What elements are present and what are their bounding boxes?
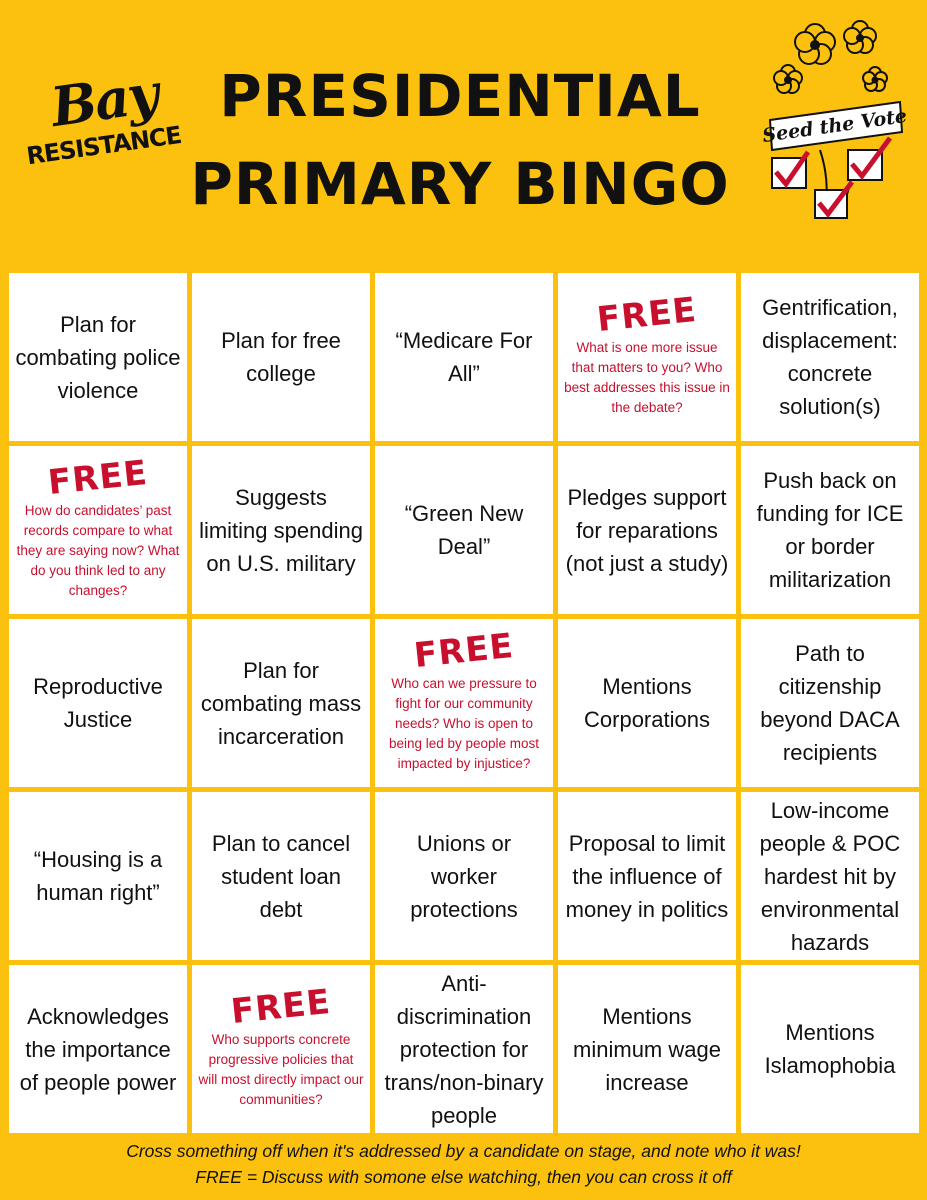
- bingo-cell[interactable]: [741, 965, 919, 1133]
- bingo-cell[interactable]: [9, 619, 187, 787]
- free-label: FREE: [412, 625, 516, 677]
- cell-text: “Housing is a human right”: [33, 847, 163, 905]
- bingo-cell[interactable]: [741, 792, 919, 960]
- cell-text: Pledges support for reparations (not just a study): [565, 484, 729, 576]
- bingo-cell[interactable]: [558, 792, 736, 960]
- bingo-cell[interactable]: [375, 965, 553, 1133]
- cell-text: Push back on funding for ICE or border militarization: [756, 468, 904, 592]
- bingo-cell[interactable]: [558, 965, 736, 1133]
- title-line-2: PRIMARY BINGO: [190, 150, 730, 218]
- bingo-cell[interactable]: [741, 446, 919, 614]
- bay-resistance-logo: [24, 60, 183, 190]
- cell-text: “Medicare For All”: [395, 328, 533, 386]
- free-label: FREE: [46, 452, 150, 504]
- cell-text: Reproductive Justice: [33, 674, 163, 732]
- bingo-grid: [9, 273, 919, 1133]
- instructions-footer: [0, 1138, 927, 1190]
- page-title: [180, 52, 740, 228]
- cell-text: Anti-discrimination protection for trans/non-binary people: [384, 970, 544, 1128]
- free-label: FREE: [595, 289, 699, 341]
- bingo-cell[interactable]: [9, 965, 187, 1133]
- cell-text: Low-income people & POC hardest hit by environmental hazards: [759, 797, 901, 955]
- cell-text: Unions or worker protections: [410, 830, 518, 922]
- cell-text: Acknowledges the importance of people power: [19, 1003, 177, 1095]
- cell-text: Mentions minimum wage increase: [573, 1003, 721, 1095]
- bingo-cell[interactable]: [192, 619, 370, 787]
- bingo-cell[interactable]: [192, 446, 370, 614]
- bingo-cell[interactable]: [375, 446, 553, 614]
- bingo-cell[interactable]: [375, 792, 553, 960]
- bingo-cell-free[interactable]: [375, 619, 553, 787]
- bingo-cell[interactable]: [192, 792, 370, 960]
- bingo-cell[interactable]: [192, 273, 370, 441]
- logo-bay-text: Bay: [47, 60, 161, 140]
- free-question: Who supports concrete progressive policies that will most directly impact our communities?: [198, 1032, 364, 1107]
- cell-text: Path to citizenship beyond DACA recipients: [760, 641, 900, 765]
- free-label: FREE: [229, 981, 333, 1033]
- free-question: How do candidates’ past records compare to what they are saying now? What do you think led to any changes?: [16, 503, 180, 598]
- cell-text: Mentions Corporations: [584, 674, 710, 732]
- logo-resistance-text: RESISTANCE: [24, 120, 183, 171]
- cell-text: Proposal to limit the influence of money in politics: [565, 830, 729, 922]
- bingo-cell[interactable]: [375, 273, 553, 441]
- cell-text: Plan to cancel student loan debt: [211, 830, 351, 922]
- footer-line-2: FREE = Discuss with somone else watching, then you can cross it off: [195, 1167, 732, 1187]
- cell-text: Plan for combating mass incarceration: [200, 657, 362, 749]
- bingo-cell[interactable]: [558, 619, 736, 787]
- bingo-cell[interactable]: [9, 273, 187, 441]
- cell-text: Gentrification, displacement: concrete solution(s): [762, 295, 898, 419]
- bingo-cell-free[interactable]: [9, 446, 187, 614]
- seed-the-vote-text: Seed the Vote: [761, 104, 909, 148]
- flower-checkbox-icon: [760, 10, 910, 225]
- bingo-cell[interactable]: [558, 446, 736, 614]
- free-question: What is one more issue that matters to you? Who best addresses this issue in the debate?: [564, 340, 730, 415]
- cell-text: Plan for combating police violence: [15, 311, 181, 403]
- cell-text: “Green New Deal”: [404, 501, 524, 559]
- free-question: Who can we pressure to fight for our community needs? Who is open to being led by people most impacted by injustice?: [388, 676, 540, 771]
- footer-line-1: Cross something off when it's addressed by a candidate on stage, and note who it was!: [126, 1141, 801, 1161]
- bingo-cell-free[interactable]: [192, 965, 370, 1133]
- cell-text: Mentions Islamophobia: [764, 1020, 896, 1078]
- header: [0, 0, 927, 265]
- bingo-cell[interactable]: [741, 619, 919, 787]
- cell-text: Suggests limiting spending on U.S. military: [199, 484, 363, 576]
- cell-text: Plan for free college: [221, 328, 341, 386]
- bingo-cell-free[interactable]: [558, 273, 736, 441]
- seed-the-vote-logo: [760, 10, 910, 225]
- bingo-cell[interactable]: [741, 273, 919, 441]
- title-line-1: PRESIDENTIAL: [219, 62, 701, 130]
- bingo-cell[interactable]: [9, 792, 187, 960]
